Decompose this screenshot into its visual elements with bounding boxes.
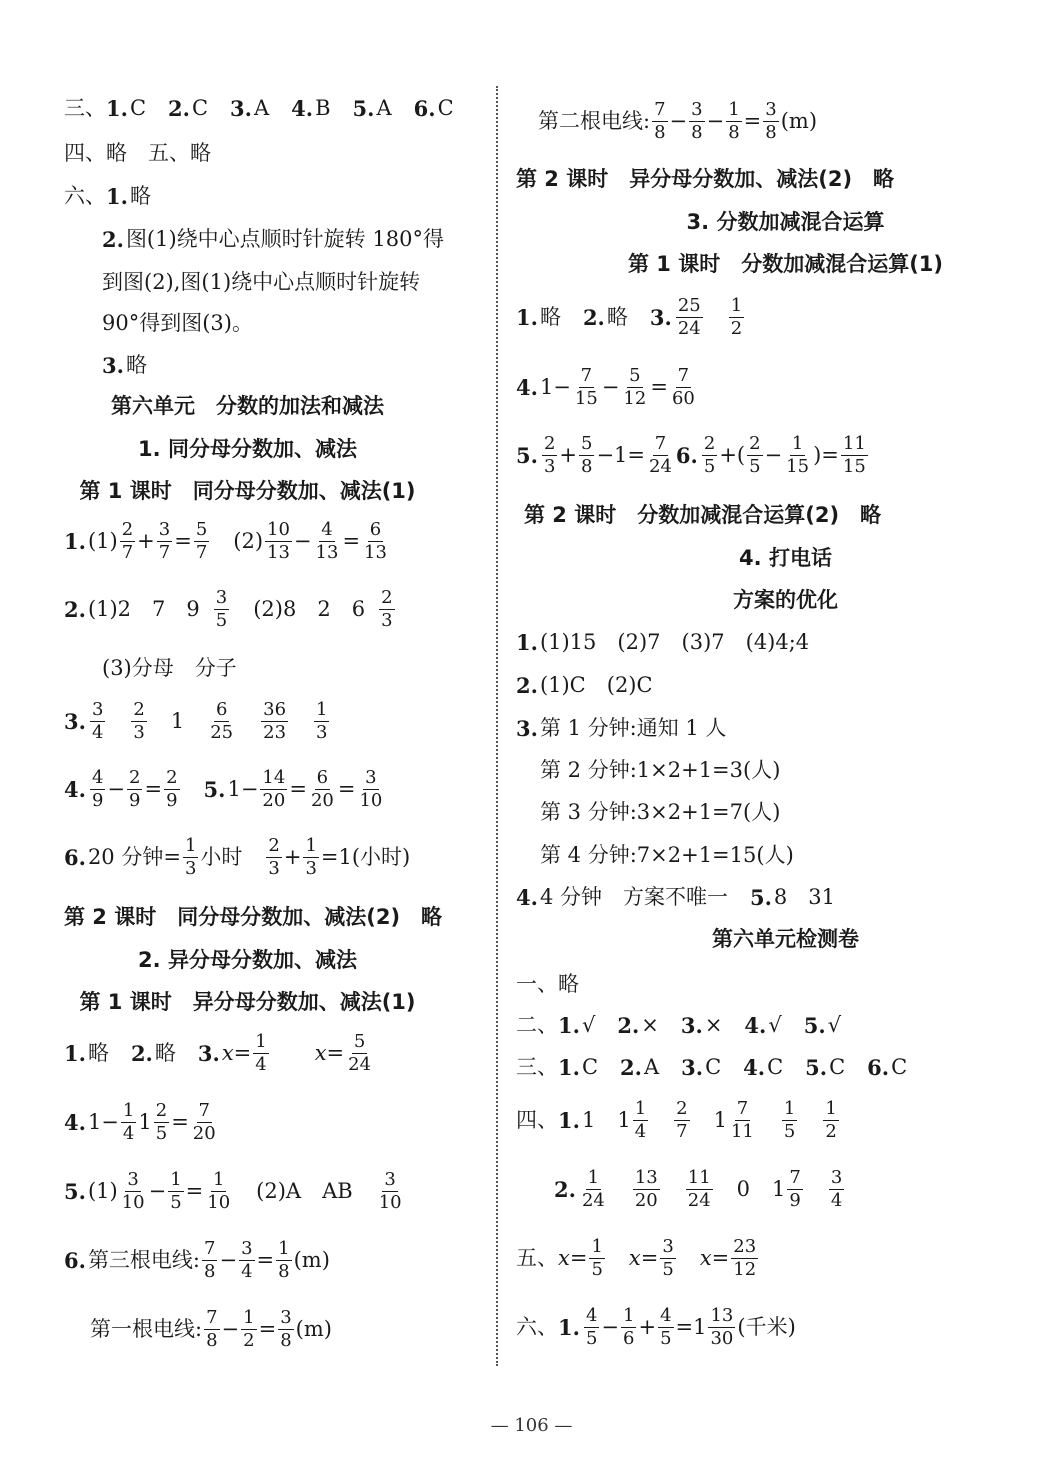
- section-heading-r2: 4. 打电话: [739, 546, 832, 570]
- fraction: $\frac{2}{5}$: [749, 433, 761, 477]
- fraction: $\frac{3}{7}$: [158, 519, 171, 563]
- fraction: $\frac{36}{23}$: [263, 699, 287, 743]
- answer-p3: 3. 第 1 分钟:通知 1 人: [516, 716, 727, 741]
- answer-r-5-6: 5. $\frac{2}{3}$ + $\frac{5}{8}$ −1= $\frac{7}{24}$ 6. $\frac{2}{5}$ +( $\frac{2}{5}$ − $\frac{1}{15}$ )= $\frac{11}{15}$: [516, 433, 866, 477]
- fraction: $\frac{2}{7}$: [121, 519, 134, 563]
- answer-p4-p5: 4. 4 分钟 方案不唯一 5. 8 31: [516, 885, 836, 910]
- answer-p3-b: 第 2 分钟:1×2+1=3(人): [540, 758, 781, 782]
- fraction: $\frac{6}{20}$: [310, 767, 334, 811]
- answer-r-1-2-3: 1. 略 2. 略 3. $\frac{25}{24}$ $\frac{1}{2}$: [516, 295, 743, 339]
- fraction: $\frac{2}{3}$: [268, 835, 280, 879]
- column-divider: [496, 86, 498, 1366]
- fraction: $\frac{4}{5}$: [660, 1305, 672, 1349]
- test-part-4: 四、 1. 1 1 $\frac{1}{4}$ $\frac{2}{7}$ 1 $\frac{7}{11}$ $\frac{1}{5}$ $\frac{1}{2}$: [516, 1098, 837, 1142]
- answer-p3-d: 第 4 分钟:7×2+1=15(人): [540, 843, 794, 867]
- fraction: $\frac{1}{5}$: [170, 1169, 182, 1213]
- answer-4b: 4. 1− $\frac{1}{4}$ 1 $\frac{2}{5}$ = $\frac{7}{20}$: [64, 1100, 216, 1144]
- fraction: $\frac{5}{8}$: [581, 433, 593, 477]
- fraction: $\frac{3}{4}$: [830, 1167, 843, 1211]
- fraction: $\frac{1}{15}$: [786, 433, 810, 477]
- fraction: $\frac{13}{30}$: [710, 1305, 734, 1349]
- lesson-heading: 第 1 课时 同分母分数加、减法(1): [79, 479, 416, 503]
- fraction: $\frac{7}{20}$: [192, 1100, 216, 1144]
- fraction: $\frac{2}{9}$: [129, 767, 141, 811]
- fraction: $\frac{1}{2}$: [243, 1307, 255, 1351]
- fraction: $\frac{3}{8}$: [765, 99, 777, 143]
- fraction: $\frac{1}{3}$: [305, 835, 317, 879]
- answer-3: 3. $\frac{3}{4}$ $\frac{2}{3}$ 1 $\frac{6}{25}$ $\frac{36}{23}$ $\frac{1}{3}$: [64, 699, 328, 743]
- fraction: $\frac{7}{15}$: [574, 365, 598, 409]
- section-heading: 1. 同分母分数加、减法: [138, 437, 357, 461]
- fraction: $\frac{1}{4}$: [122, 1100, 135, 1144]
- answer-1: 1. (1) $\frac{2}{7}$ + $\frac{3}{7}$ = $\frac{5}{7}$ (2) $\frac{10}{13}$ − $\frac{4}{13}$ = $\frac{6}{13}$: [64, 519, 387, 563]
- answer-4-5: 4. $\frac{4}{9}$ − $\frac{2}{9}$ = $\frac{2}{9}$ 5. 1− $\frac{14}{20}$ = $\frac{6}{20}$ = $\frac{3}{10}$: [64, 767, 383, 811]
- test-part-6: 六、 1. $\frac{4}{5}$ − $\frac{1}{6}$ + $\frac{4}{5}$ =1 $\frac{13}{30}$ (千米): [516, 1305, 796, 1349]
- answer-6-3: 3. 略: [102, 353, 147, 378]
- answer-p2: 2. (1)C (2)C: [516, 673, 653, 698]
- fraction: $\frac{1}{10}$: [207, 1169, 231, 1213]
- fraction: $\frac{1}{2}$: [825, 1098, 837, 1142]
- fraction: $\frac{3}{10}$: [359, 767, 383, 811]
- fraction: $\frac{1}{8}$: [278, 1238, 290, 1282]
- fraction: $\frac{1}{5}$: [591, 1236, 603, 1280]
- fraction: $\frac{1}{4}$: [255, 1031, 267, 1075]
- fraction: $\frac{1}{5}$: [783, 1098, 796, 1142]
- fraction: $\frac{3}{10}$: [378, 1169, 402, 1213]
- fraction: $\frac{2}{3}$: [381, 587, 393, 631]
- fraction: $\frac{3}{10}$: [121, 1169, 145, 1213]
- answer-r-4: 4. 1− $\frac{7}{15}$ − $\frac{5}{12}$ = $\frac{7}{60}$: [516, 365, 695, 409]
- answer-1-2-3: 1. 略 2. 略 3. x= $\frac{1}{4}$ x= $\frac{5}{24}$: [64, 1031, 372, 1075]
- answer-p1: 1. (1)15 (2)7 (3)7 (4)4;4: [516, 630, 810, 655]
- answer-6-2: 2. 图(1)绕中心点顺时针旋转 180°得: [102, 227, 444, 252]
- answer-wire-2: 第二根电线: $\frac{7}{8}$ − $\frac{3}{8}$ − $\frac{1}{8}$ = $\frac{3}{8}$ (m): [538, 99, 818, 143]
- fraction: $\frac{3}{4}$: [241, 1238, 253, 1282]
- answer-2-3: (3)分母 分子: [102, 656, 237, 680]
- fraction: $\frac{7}{8}$: [206, 1307, 218, 1351]
- fraction: $\frac{11}{24}$: [687, 1167, 711, 1211]
- lesson-heading-r3: 第 2 课时 分数加减混合运算(2) 略: [524, 503, 882, 527]
- fraction: $\frac{5}{24}$: [348, 1031, 372, 1075]
- unit-heading: 第六单元 分数的加法和减法: [111, 394, 384, 418]
- fraction: $\frac{23}{12}$: [733, 1236, 757, 1280]
- fraction: $\frac{1}{4}$: [634, 1098, 647, 1142]
- answer-6: 6. 20 分钟= $\frac{1}{3}$ 小时 $\frac{2}{3}$ + $\frac{1}{3}$ =1(小时): [64, 835, 411, 879]
- fraction: $\frac{2}{5}$: [703, 433, 716, 477]
- fraction: $\frac{4}{13}$: [315, 519, 339, 563]
- test-part-1: 一、略: [516, 972, 579, 996]
- fraction: $\frac{7}{11}$: [730, 1098, 754, 1142]
- lesson-heading-r4: 方案的优化: [733, 588, 838, 612]
- answer-6b: 6. 第三根电线: $\frac{7}{8}$ − $\frac{3}{4}$ = $\frac{1}{8}$ (m): [64, 1238, 330, 1282]
- fraction: $\frac{2}{7}$: [676, 1098, 688, 1142]
- fraction: $\frac{11}{15}$: [842, 433, 866, 477]
- fraction: $\frac{3}{8}$: [691, 99, 703, 143]
- lesson-heading-r2: 第 1 课时 分数加减混合运算(1): [627, 252, 944, 276]
- fraction: $\frac{4}{5}$: [585, 1305, 598, 1349]
- fraction: $\frac{1}{3}$: [316, 699, 328, 743]
- fraction: $\frac{6}{25}$: [210, 699, 234, 743]
- fraction: $\frac{3}{4}$: [91, 699, 104, 743]
- answer-6b-cont: 第一根电线: $\frac{7}{8}$ − $\frac{1}{2}$ = $\frac{3}{8}$ (m): [90, 1307, 332, 1351]
- page-number: — 106 —: [490, 1415, 573, 1436]
- fraction: $\frac{5}{12}$: [623, 365, 647, 409]
- fraction: $\frac{10}{13}$: [267, 519, 290, 563]
- fraction: $\frac{1}{24}$: [581, 1167, 605, 1211]
- answer-6-2-end: 90°得到图(3)。: [102, 311, 253, 335]
- fraction: $\frac{2}{3}$: [133, 699, 145, 743]
- fraction: $\frac{4}{9}$: [91, 767, 104, 811]
- section-heading-2: 2. 异分母分数加、减法: [138, 948, 357, 972]
- fraction: $\frac{6}{13}$: [364, 519, 387, 563]
- answer-line-6: 六、 1. 略: [64, 184, 151, 209]
- lesson-heading-r1: 第 2 课时 异分母分数加、减法(2) 略: [516, 167, 895, 191]
- fraction: $\frac{1}{2}$: [730, 295, 743, 339]
- fraction: $\frac{7}{9}$: [789, 1167, 801, 1211]
- fraction: $\frac{2}{3}$: [543, 433, 556, 477]
- fraction: $\frac{5}{7}$: [195, 519, 208, 563]
- fraction: $\frac{3}{5}$: [662, 1236, 674, 1280]
- lesson-heading-3: 第 1 课时 异分母分数加、减法(1): [79, 990, 416, 1014]
- answer-6-2-cont: 到图(2),图(1)绕中心点顺时针旋转: [102, 270, 421, 294]
- fraction: $\frac{1}{6}$: [623, 1305, 635, 1349]
- fraction: $\frac{7}{60}$: [671, 365, 695, 409]
- answer-p3-c: 第 3 分钟:3×2+1=7(人): [540, 800, 781, 824]
- answer-5b: 5. (1) $\frac{3}{10}$ − $\frac{1}{5}$ = $\frac{1}{10}$ (2)A AB $\frac{3}{10}$: [64, 1169, 402, 1213]
- test-part-4-2: 2. $\frac{1}{24}$ $\frac{13}{20}$ $\frac{11}{24}$ 0 1 $\frac{7}{9}$ $\frac{3}{4}$: [554, 1167, 843, 1211]
- fraction: $\frac{7}{24}$: [649, 433, 672, 477]
- fraction: $\frac{13}{20}$: [634, 1167, 658, 1211]
- fraction: $\frac{1}{3}$: [184, 835, 197, 879]
- fraction: $\frac{7}{8}$: [654, 99, 666, 143]
- section-heading-r1: 3. 分数加减混合运算: [686, 210, 885, 234]
- lesson-heading-2: 第 2 课时 同分母分数加、减法(2) 略: [64, 905, 443, 929]
- fraction: $\frac{3}{8}$: [280, 1307, 292, 1351]
- answer-line-4-5: 四、略 五、略: [64, 141, 211, 165]
- test-part-3: 三、 1. C 2. A 3. C 4. C 5. C 6. C: [516, 1055, 908, 1080]
- answer-line-3: 三、 1. C 2. C 3. A 4. B 5. A 6. C: [64, 96, 454, 121]
- fraction: $\frac{3}{5}$: [215, 587, 228, 631]
- test-part-5: 五、 x= $\frac{1}{5}$ x= $\frac{3}{5}$ x= $\frac{23}{12}$: [516, 1236, 757, 1280]
- fraction: $\frac{25}{24}$: [677, 295, 701, 339]
- fraction: $\frac{1}{8}$: [728, 99, 740, 143]
- answer-2: 2. (1)2 7 9 $\frac{3}{5}$ (2)8 2 6 $\frac{2}{3}$: [64, 587, 393, 631]
- fraction: $\frac{2}{5}$: [155, 1100, 168, 1144]
- fraction: $\frac{14}{20}$: [262, 767, 286, 811]
- fraction: $\frac{2}{9}$: [166, 767, 178, 811]
- test-heading: 第六单元检测卷: [712, 927, 859, 951]
- fraction: $\frac{7}{8}$: [204, 1238, 216, 1282]
- test-part-2: 二、 1. √ 2. × 3. × 4. √ 5. √: [516, 1013, 842, 1038]
